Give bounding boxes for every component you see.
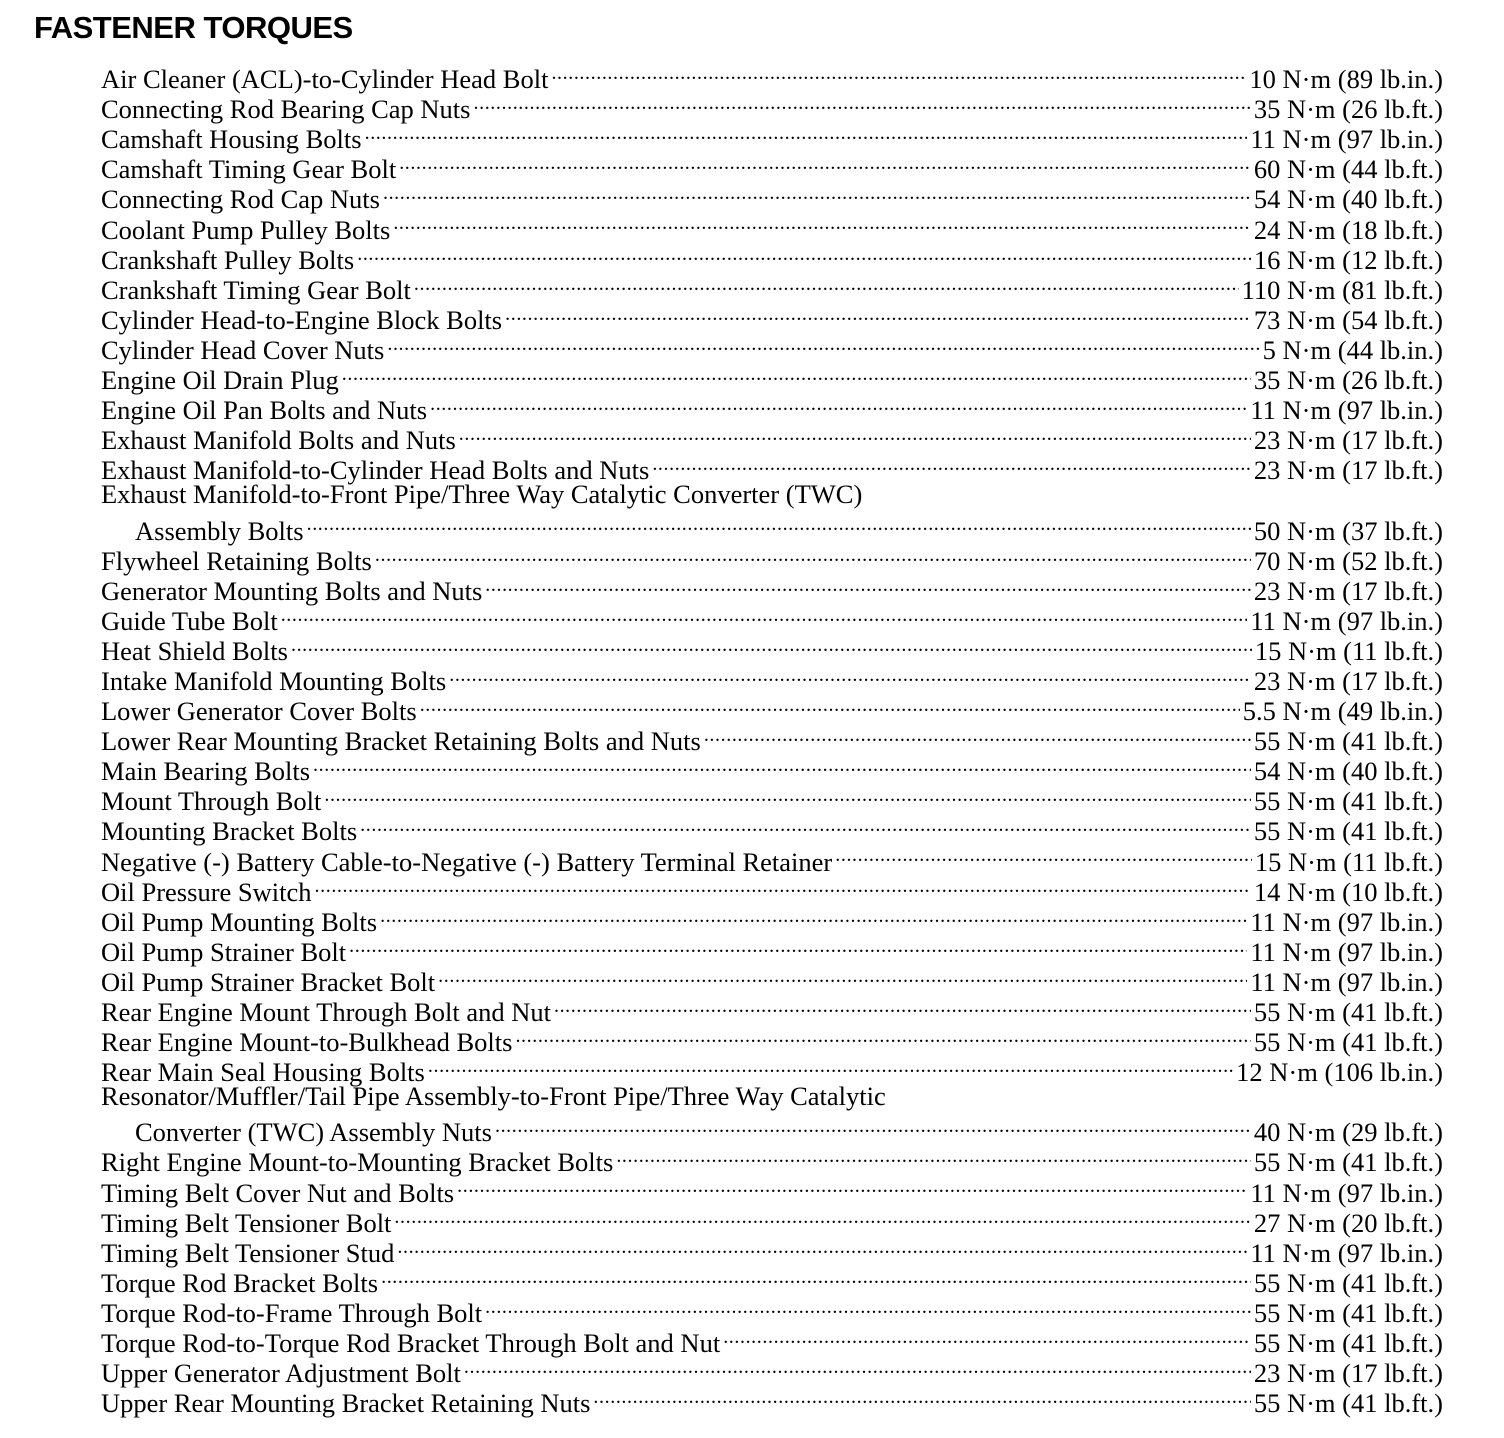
torque-value: 11 N·m (97 lb.in.) [1250,906,1443,937]
spec-label: Exhaust Manifold-to-Cylinder Head Bolts and Nuts [101,455,650,486]
torque-value: 55 N·m (41 lb.ft.) [1253,1297,1443,1328]
dot-leader [342,359,1251,389]
torque-value: 23 N·m (17 lb.ft.) [1253,575,1443,606]
dot-leader [414,269,1239,299]
torque-value: 60 N·m (44 lb.ft.) [1253,154,1443,185]
spec-label: Upper Generator Adjustment Bolt [101,1358,461,1389]
dot-leader [349,931,1247,961]
spec-label: Rear Main Seal Housing Bolts [101,1057,425,1088]
dot-leader [551,58,1246,88]
torque-value: 55 N·m (41 lb.ft.) [1253,1147,1443,1178]
torque-value: 55 N·m (41 lb.ft.) [1253,1388,1443,1419]
torque-value: 5.5 N·m (49 lb.in.) [1242,696,1443,727]
spec-label: Torque Rod-to-Frame Through Bolt [101,1297,483,1328]
dot-leader [393,208,1251,238]
torque-value: 15 N·m (11 lb.ft.) [1254,846,1443,877]
dot-leader [399,148,1251,178]
dot-leader [383,178,1251,208]
spec-label: Intake Manifold Mounting Bolts [101,665,447,696]
dot-leader [394,1202,1250,1232]
spec-label: Right Engine Mount-to-Mounting Bracket Bolts [101,1147,614,1178]
dot-leader [420,690,1240,720]
torque-value: 23 N·m (17 lb.ft.) [1253,455,1443,486]
spec-label: Cylinder Head-to-Engine Block Bolts [101,304,503,335]
spec-row [101,479,1443,509]
torque-value: 54 N·m (40 lb.ft.) [1253,184,1443,215]
dot-leader [365,118,1248,148]
torque-value: 35 N·m (26 lb.ft.) [1253,365,1443,396]
dot-leader [291,630,1252,660]
spec-label: Connecting Rod Cap Nuts [101,184,380,215]
torque-value: 55 N·m (41 lb.ft.) [1253,726,1443,757]
spec-label: Engine Oil Drain Plug [101,365,339,396]
spec-row-continuation [101,509,1443,546]
spec-row [101,660,1443,696]
spec-label: Engine Oil Pan Bolts and Nuts [101,395,428,426]
dot-leader [430,389,1247,419]
spec-label: Coolant Pump Pulley Bolts [101,214,391,245]
dot-leader [375,540,1251,570]
dot-leader [324,780,1250,810]
spec-label: Oil Pressure Switch [101,876,312,907]
spec-label: Lower Rear Mounting Bracket Retaining Bolts and Nuts [101,726,701,757]
spec-label: Cylinder Head Cover Nuts [101,334,385,365]
spec-label: Crankshaft Timing Gear Bolt [101,274,411,305]
torque-value: 11 N·m (97 lb.in.) [1250,395,1443,426]
dot-leader [554,991,1251,1021]
spec-label: Rear Engine Mount-to-Bulkhead Bolts [101,1027,513,1058]
torque-value: 55 N·m (41 lb.ft.) [1253,816,1443,847]
dot-leader [449,660,1251,690]
spec-label: Exhaust Manifold Bolts and Nuts [101,425,456,456]
torque-value: 73 N·m (54 lb.ft.) [1253,304,1443,335]
torque-value: 14 N·m (10 lb.ft.) [1253,876,1443,907]
dot-leader [428,1051,1233,1081]
spec-label: Timing Belt Cover Nut and Bolts [101,1177,455,1208]
torque-value: 11 N·m (97 lb.in.) [1250,966,1443,997]
spec-label: Negative (-) Battery Cable-to-Negative (-) Battery Terminal Retainer [101,846,833,877]
spec-label: Resonator/Muffler/Tail Pipe Assembly-to-Front Pipe/Three Way Catalytic [101,1081,886,1112]
spec-row-continuation [101,1111,1443,1148]
torque-value: 11 N·m (97 lb.in.) [1250,605,1443,636]
spec-label: Converter (TWC) Assembly Nuts [135,1117,492,1148]
torque-spec-list [101,58,1443,1419]
spec-label: Mount Through Bolt [101,786,322,817]
spec-label: Generator Mounting Bolts and Nuts [101,575,483,606]
spec-label: Oil Pump Strainer Bracket Bolt [101,966,436,997]
dot-leader [381,1262,1251,1292]
torque-value: 24 N·m (18 lb.ft.) [1253,214,1443,245]
spec-label: Air Cleaner (ACL)-to-Cylinder Head Bolt [101,64,549,95]
torque-value: 11 N·m (97 lb.in.) [1250,1177,1443,1208]
dot-leader [387,329,1259,359]
dot-leader [307,509,1251,539]
torque-value: 11 N·m (97 lb.in.) [1250,124,1443,155]
torque-value: 40 N·m (29 lb.ft.) [1253,1117,1443,1148]
spec-label: Torque Rod Bracket Bolts [101,1267,379,1298]
spec-label: Crankshaft Pulley Bolts [101,244,355,275]
dot-leader [459,419,1251,449]
spec-label: Mounting Bracket Bolts [101,816,358,847]
dot-leader [464,1352,1251,1382]
dot-leader [315,871,1251,901]
spec-label: Timing Belt Tensioner Bolt [101,1207,392,1238]
spec-label: Rear Engine Mount Through Bolt and Nut [101,997,551,1027]
torque-value: 110 N·m (81 lb.ft.) [1241,274,1443,305]
torque-value: 16 N·m (12 lb.ft.) [1253,244,1443,275]
torque-value: 50 N·m (37 lb.ft.) [1253,515,1443,546]
page-title: FASTENER TORQUES [34,10,353,45]
torque-value: 70 N·m (52 lb.ft.) [1253,545,1443,576]
dot-leader [485,570,1251,600]
dot-leader [835,840,1252,870]
spec-label: Timing Belt Tensioner Stud [101,1237,395,1268]
spec-row [101,58,1443,95]
spec-label: Oil Pump Mounting Bolts [101,906,378,937]
torque-value: 54 N·m (40 lb.ft.) [1253,756,1443,787]
dot-leader [357,239,1251,269]
torque-value: 55 N·m (41 lb.ft.) [1253,1267,1443,1298]
spec-label: Main Bearing Bolts [101,756,311,787]
spec-label: Exhaust Manifold-to-Front Pipe/Three Way Catalytic Converter (TWC) [101,479,863,510]
torque-value: 55 N·m (41 lb.ft.) [1253,1027,1443,1058]
dot-leader [360,810,1251,840]
dot-leader [593,1382,1250,1412]
dot-leader [281,600,1248,630]
torque-value: 55 N·m (41 lb.ft.) [1253,1328,1443,1359]
torque-value: 35 N·m (26 lb.ft.) [1253,94,1443,125]
torque-value: 15 N·m (11 lb.ft.) [1254,635,1443,666]
spec-label: Heat Shield Bolts [101,635,288,666]
dot-leader [723,1322,1251,1352]
dot-leader [485,1292,1251,1322]
spec-row [101,600,1443,636]
torque-value: 23 N·m (17 lb.ft.) [1253,1358,1443,1389]
spec-label: Camshaft Timing Gear Bolt [101,154,397,185]
dot-leader [495,1111,1251,1141]
torque-value: 10 N·m (89 lb.in.) [1249,64,1443,95]
torque-value: 11 N·m (97 lb.in.) [1250,936,1443,967]
spec-label: Flywheel Retaining Bolts [101,545,372,576]
dot-leader [313,750,1251,780]
spec-label: Assembly Bolts [135,515,304,546]
torque-value: 23 N·m (17 lb.ft.) [1253,665,1443,696]
torque-value: 12 N·m (106 lb.in.) [1236,1057,1443,1088]
spec-label: Oil Pump Strainer Bolt [101,936,347,967]
dot-leader [704,720,1251,750]
torque-value: 23 N·m (17 lb.ft.) [1253,425,1443,456]
dot-leader [616,1141,1251,1171]
spec-label: Guide Tube Bolt [101,605,278,636]
spec-row [101,630,1443,666]
spec-label: Camshaft Housing Bolts [101,124,362,155]
spec-label: Lower Generator Cover Bolts [101,696,417,727]
spec-label: Upper Rear Mounting Bracket Retaining Nuts [101,1388,591,1419]
torque-value: 5 N·m (44 lb.in.) [1262,334,1443,365]
torque-value: 11 N·m (97 lb.in.) [1250,1237,1443,1268]
dot-leader [474,88,1251,118]
spec-label: Connecting Rod Bearing Cap Nuts [101,94,471,125]
dot-leader [397,1232,1247,1262]
torque-value: 27 N·m (20 lb.ft.) [1253,1207,1443,1238]
dot-leader [457,1171,1247,1201]
dot-leader [505,299,1251,329]
dot-leader [652,449,1251,479]
dot-leader [380,901,1247,931]
dot-leader [438,961,1247,991]
torque-value: 55 N·m (41 lb.ft.) [1253,786,1443,817]
dot-leader [515,1021,1250,1051]
spec-label: Torque Rod-to-Torque Rod Bracket Through Bolt and Nut [101,1328,721,1359]
torque-value: 55 N·m (41 lb.ft.) [1253,997,1443,1027]
